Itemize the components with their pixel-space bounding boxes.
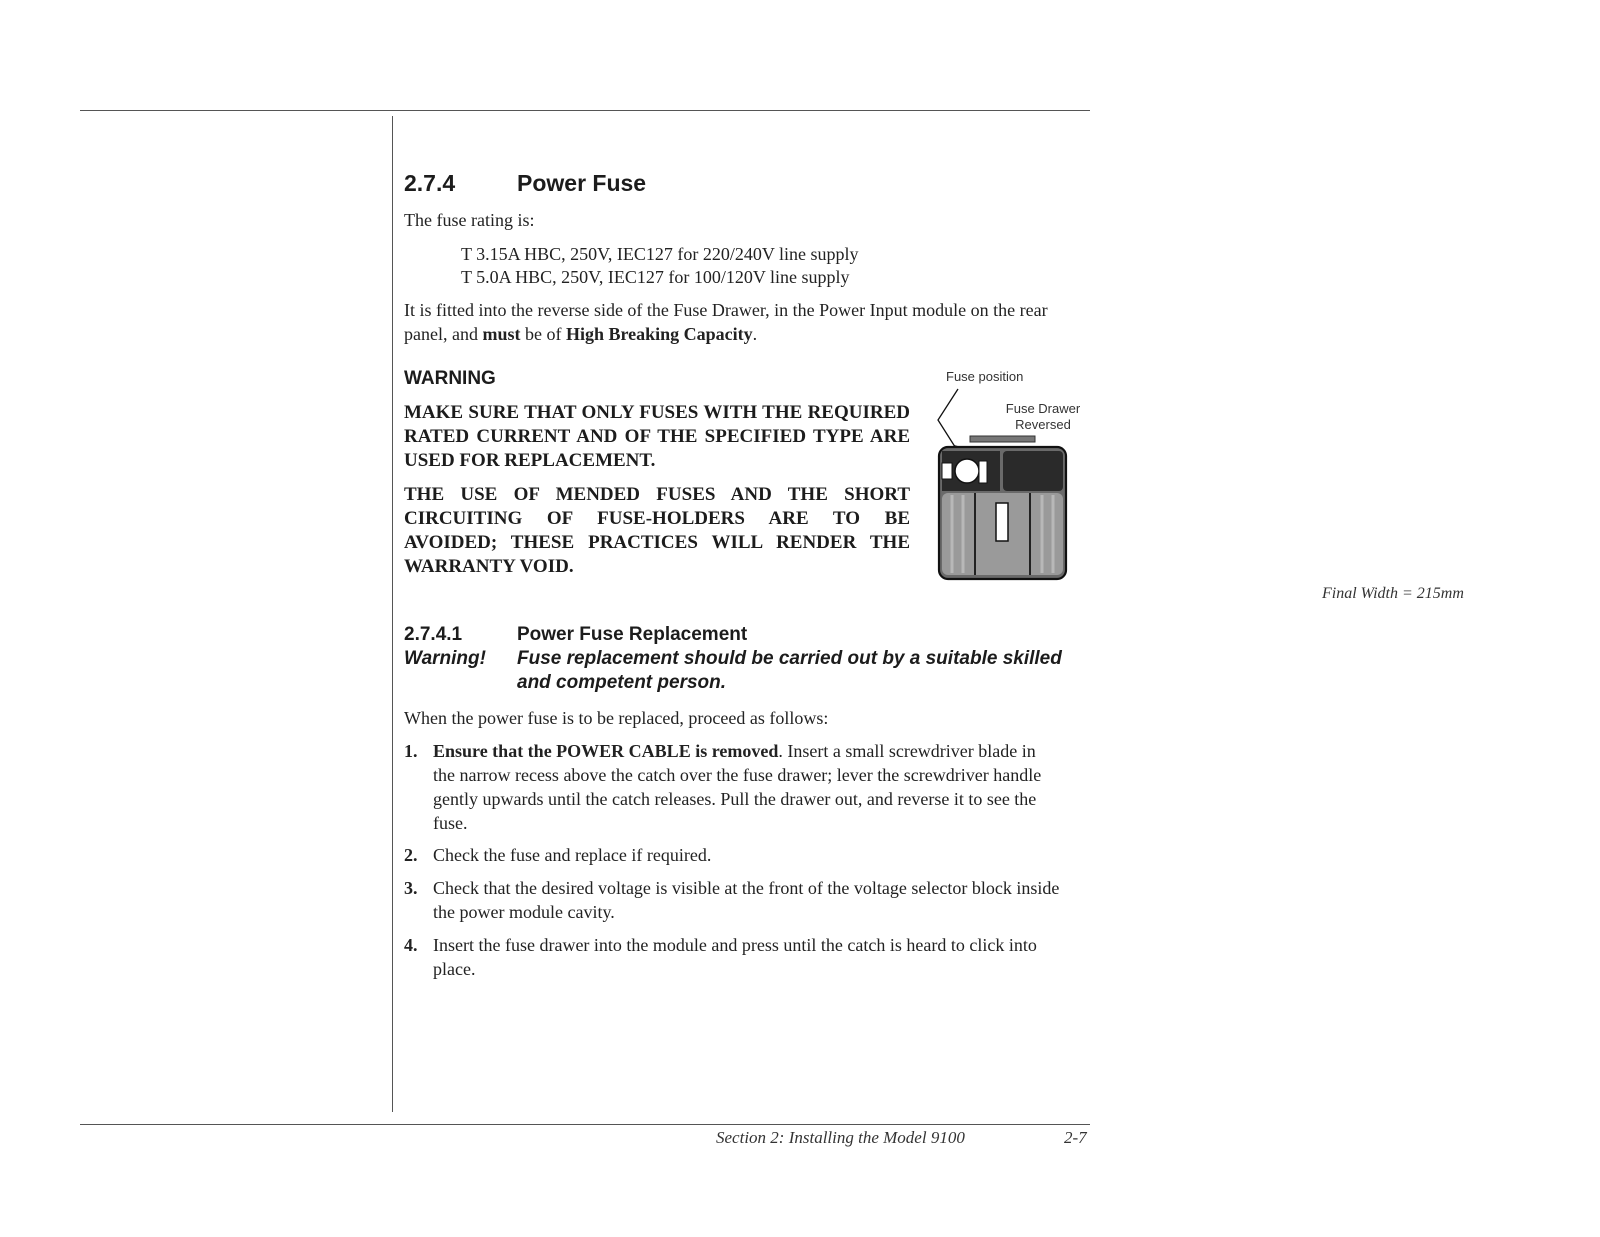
section-title: Power Fuse	[517, 170, 647, 196]
step-4-text: Insert the fuse drawer into the module and press until the catch is heard to click into place.	[433, 935, 1037, 979]
spare-fuse-slot-icon	[996, 503, 1008, 541]
fuse-rating-intro: The fuse rating is:	[404, 210, 535, 230]
step-number: 3.	[404, 878, 418, 898]
fuse-rating-line: T 3.15A HBC, 250V, IEC127 for 220/240V line supply	[461, 244, 859, 264]
left-margin-rule	[392, 116, 393, 1112]
drawer-compartment	[1003, 451, 1063, 491]
fuse-drawer-diagram	[930, 385, 1080, 590]
step-number: 2.	[404, 845, 418, 865]
margin-note-final-width: Final Width = 215mm	[1322, 585, 1464, 602]
warning-paragraph-2: THE USE OF MENDED FUSES AND THE SHORT CIRCUITING OF FUSE-HOLDERS ARE TO BE AVOIDED; THESE PRACTICES WILL RENDER THE WARRANTY VOID.	[404, 484, 910, 577]
fuse-cap-icon	[955, 459, 979, 483]
emphasis-must: must	[482, 324, 521, 344]
step-1-emphasis: Ensure that the POWER CABLE is removed	[433, 741, 779, 761]
step-number: 4.	[404, 935, 418, 955]
fitted-paragraph: It is fitted into the reverse side of the Fuse Drawer, in the Power Input module on the rear panel, and must be of High Breaking Capacity.	[404, 300, 1048, 344]
footer-page-number: 2-7	[1064, 1128, 1087, 1147]
subsection-title: Power Fuse Replacement	[517, 624, 748, 645]
step-number: 1.	[404, 741, 418, 761]
warning-heading: WARNING	[404, 368, 496, 389]
figure-label-fuse-drawer: Fuse Drawer Reversed	[1005, 401, 1081, 432]
subsection-number: 2.7.4.1	[404, 624, 463, 645]
emphasis-hbc: High Breaking Capacity	[565, 324, 753, 344]
bottom-rule	[80, 1124, 1090, 1125]
step-1-text: Ensure that the POWER CABLE is removed. Insert a small screwdriver blade in the narrow recess above the catch over the fuse drawer; lever the screwdriver handle gently upwards until the catch releases. Pull the drawer out, and reverse it to see the fuse.	[433, 741, 1042, 833]
footer-section-title: Section 2: Installing the Model 9100	[716, 1128, 965, 1147]
fuse-rating-line: T 5.0A HBC, 250V, IEC127 for 100/120V line supply	[461, 267, 850, 287]
top-rule	[80, 110, 1090, 111]
figure-label-fuse-position: Fuse position	[946, 369, 1024, 384]
step-2-text: Check the fuse and replace if required.	[433, 845, 712, 865]
section-number: 2.7.4	[404, 170, 456, 196]
step-3-text: Check that the desired voltage is visible at the front of the voltage selector block inside the power module cavity.	[433, 878, 1060, 922]
replacement-intro: When the power fuse is to be replaced, proceed as follows:	[404, 708, 829, 728]
fuse-body-icon	[979, 461, 987, 483]
subsection-warning-label: Warning!	[404, 648, 486, 669]
warning-paragraph-1: MAKE SURE THAT ONLY FUSES WITH THE REQUIRED RATED CURRENT AND OF THE SPECIFIED TYPE ARE USED FOR REPLACEMENT.	[404, 402, 910, 471]
drawer-tab	[970, 436, 1035, 442]
subsection-warning-text: Fuse replacement should be carried out by a suitable skilled and competent person.	[517, 648, 1062, 693]
